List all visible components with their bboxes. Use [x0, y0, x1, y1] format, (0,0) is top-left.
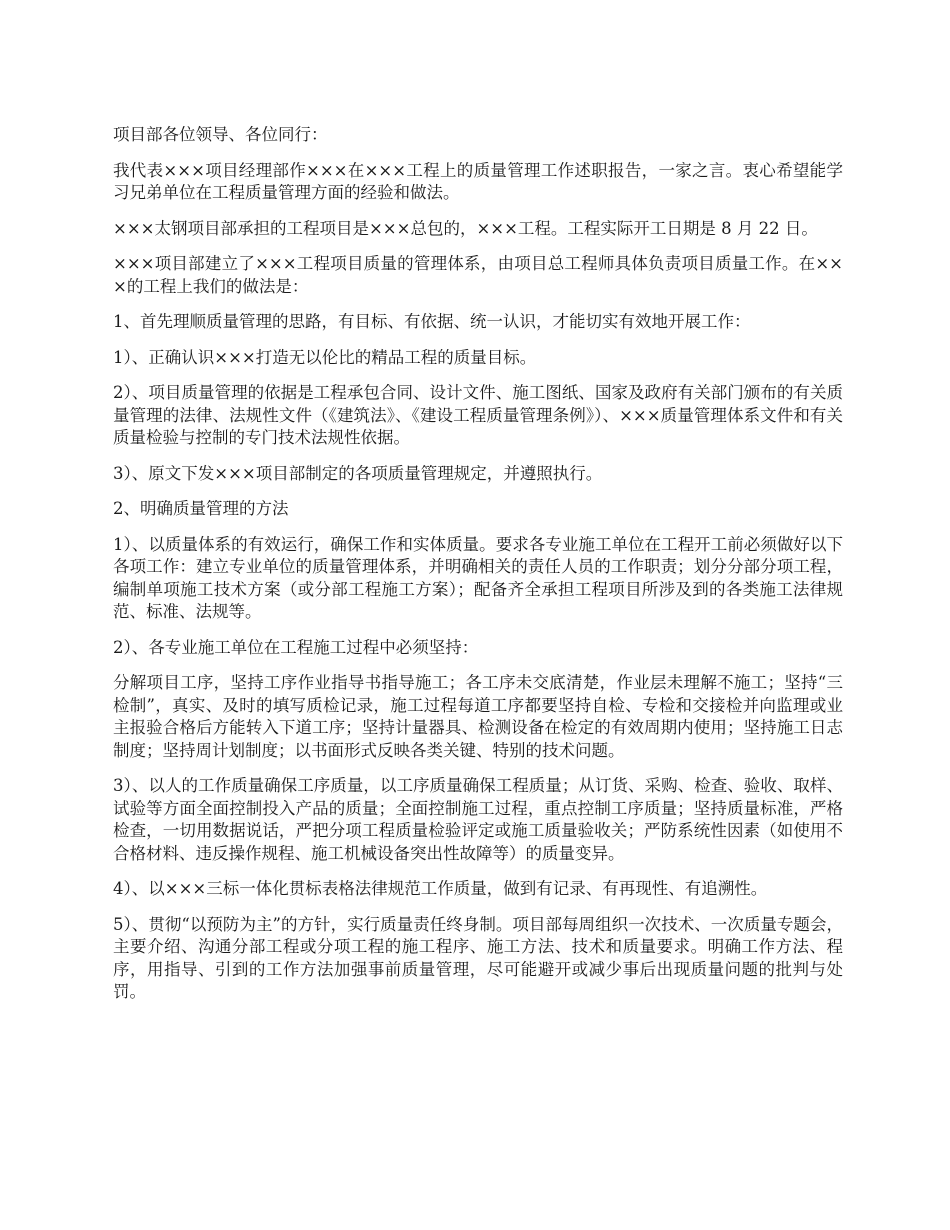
paragraph-process: 分解项目工序，坚持工序作业指导书指导施工；各工序未交底清楚，作业层未理解不施工；坚持“三检制”，真实、及时的填写质检记录，施工过程每道工序都要坚持自检、专检和交接检并向监理或业主报验合格后方能转入下道工序；坚持计量器具、检测设备在检定的有效周期内使用；坚持施工日志制度；坚持周计划制度；以书面形式反映各类关键、特别的技术问题。 — [113, 673, 843, 760]
list-item-2-1: 1）、以质量体系的有效运行，确保工作和实体质量。要求各专业施工单位在工程开工前必须做好以下各项工作：建立专业单位的质量管理体系，并明确相关的责任人员的工作职责；划分分部分项工程，编制单项施工技术方案（或分部工程施工方案）；配备齐全承担工程项目所涉及到的各类施工法律规范、标准、法规等。 — [113, 534, 843, 621]
list-item-1-2: 2）、项目质量管理的依据是工程承包合同、设计文件、施工图纸、国家及政府有关部门颁布的有关质量管理的法律、法规性文件（《建筑法》、《建设工程质量管理条例》）、×××质量管理体系文件和有关质量检验与控制的专门技术法规性依据。 — [113, 383, 843, 447]
list-item-2-3: 3）、以人的工作质量确保工序质量，以工序质量确保工程质量；从订货、采购、检查、验收、取样、试验等方面全面控制投入产品的质量；全面控制施工过程，重点控制工序质量；坚持质量标准，严格检查，一切用数据说话，严把分项工程质量检验评定或施工质量验收关；严防系统性因素（如使用不合格材料、违反操作规程、施工机械设备突出性故障等）的质量变异。 — [113, 776, 843, 863]
list-item-2-4: 4）、以×××三标一体化贯标表格法律规范工作质量，做到有记录、有再现性、有追溯性。 — [113, 879, 768, 898]
list-item-2-2: 2）、各专业施工单位在工程施工过程中必须坚持： — [113, 637, 479, 657]
list-item-1-3: 3）、原文下发×××项目部制定的各项质量管理规定，并遵照执行。 — [113, 463, 603, 483]
salutation: 项目部各位领导、各位同行： — [113, 125, 328, 144]
list-item-1-1: 1）、正确认识×××打造无以伦比的精品工程的质量目标。 — [113, 347, 537, 367]
paragraph-intro: 我代表×××项目经理部作×××在×××工程上的质量管理工作述职报告，一家之言。衷心希望能学习兄弟单位在工程质量管理方面的经验和做法。 — [113, 160, 843, 202]
paragraph-project: ×××太钢项目部承担的工程项目是×××总包的，×××工程。工程实际开工日期是 8 月 22 日。 — [113, 218, 818, 238]
section-heading-1: 1、首先理顺质量管理的思路，有目标、有依据、统一认识，才能切实有效地开展工作： — [113, 312, 751, 331]
document-page — [113, 124, 843, 1017]
section-heading-2: 2、明确质量管理的方法 — [113, 499, 289, 518]
list-item-2-5: 5）、贯彻“以预防为主”的方针，实行质量责任终身制。项目部每周组织一次技术、一次质量专题会，主要介绍、沟通分部工程或分项工程的施工程序、施工方法、技术和质量要求。明确工作方法、程序，用指导、引到的工作方法加强事前质量管理，尽可能避开或减少事后出现质量问题的批判与处罚。 — [113, 914, 843, 1001]
paragraph-system: ×××项目部建立了×××工程项目质量的管理体系，由项目总工程师具体负责项目质量工作。在×××的工程上我们的做法是： — [113, 254, 843, 296]
